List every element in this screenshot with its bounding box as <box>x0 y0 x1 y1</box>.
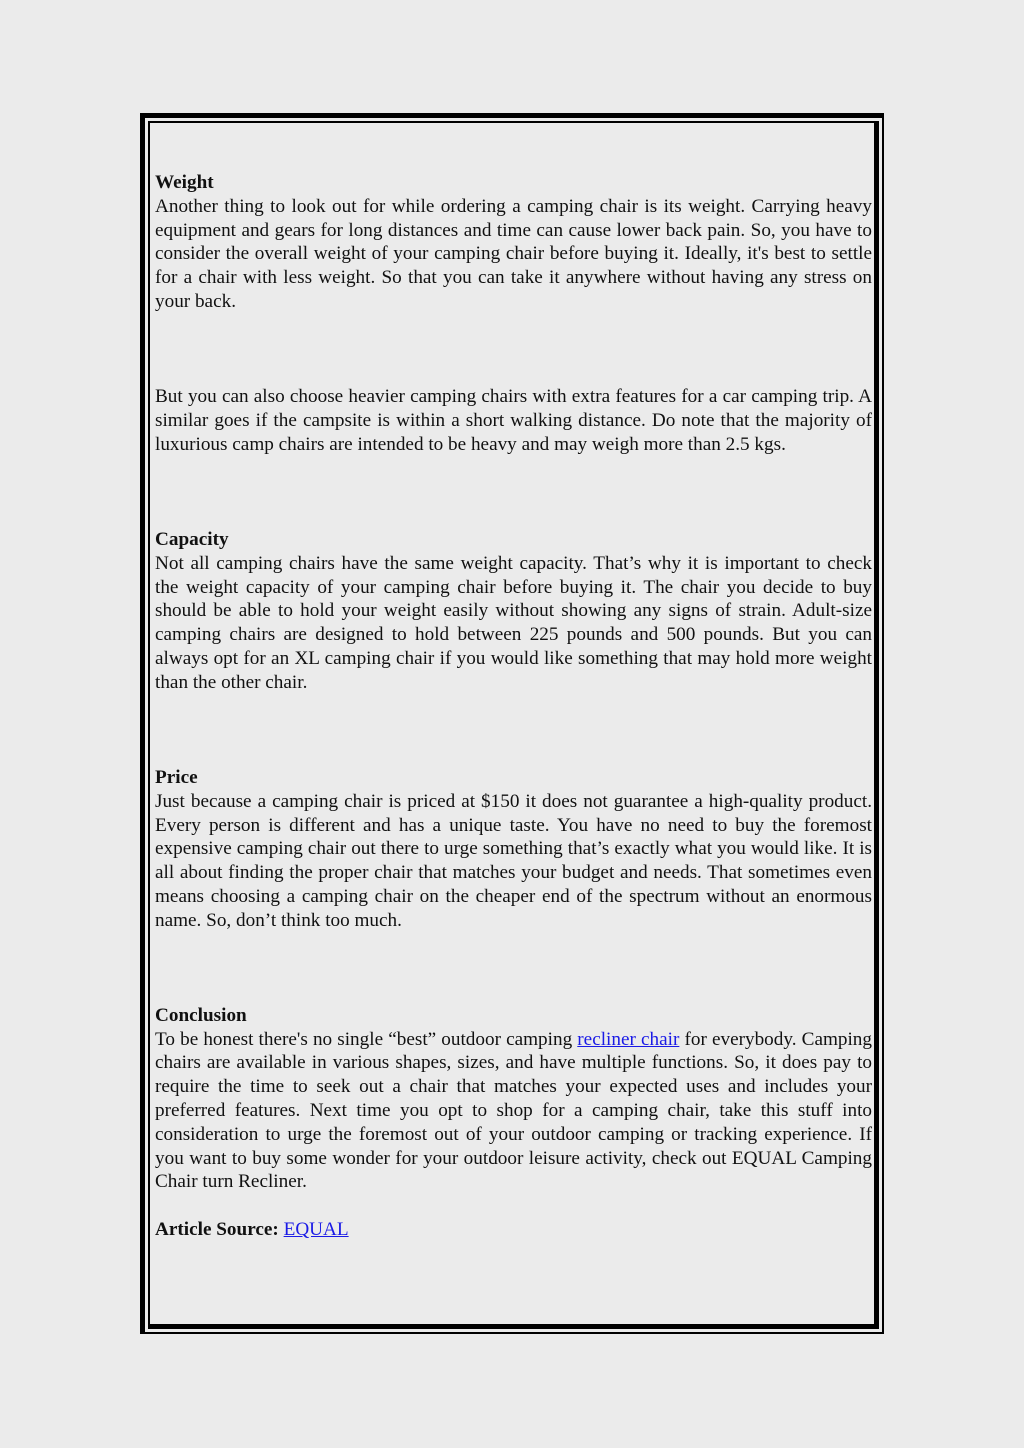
section-conclusion <box>155 1004 872 1194</box>
heading-weight: Weight <box>155 172 214 193</box>
spacer <box>155 457 872 528</box>
heading-price: Price <box>155 766 198 788</box>
paragraph-weight-1: Another thing to look out for while ordering a camping chair is its weight. Carrying heavy equipment and gears for long distances and time can cause lower back pain. So, you have to consider the overall weight of your camping chair before buying it. Ideally, it's best to settle for a chair with less weight. So that you can take it anywhere without having any stress on your back. <box>155 195 872 312</box>
conclusion-text-start: To be honest there's no single “best” outdoor camping <box>155 1028 578 1050</box>
recliner-chair-link[interactable]: recliner chair <box>577 1028 680 1050</box>
heading-capacity: Capacity <box>155 528 229 550</box>
conclusion-text-end: for everybody. Camping chairs are available in various shapes, sizes, and have multiple functions. So, it does pay to require the time to seek out a chair that matches your expected uses and includes your preferred features. Next time you opt to shop for a camping chair, take this stuff into consideration to urge the foremost out of your outdoor camping or tracking experience. If you want to buy some wonder for your outdoor leisure activity, check out EQUAL Camping Chair turn Recliner. <box>155 1028 872 1193</box>
section-capacity <box>155 528 872 695</box>
section-weight <box>155 171 872 457</box>
heading-conclusion: Conclusion <box>155 1004 247 1026</box>
spacer <box>155 933 872 1004</box>
paragraph-capacity: Not all camping chairs have the same weight capacity. That’s why it is important to check the weight capacity of your camping chair before buying it. The chair you decide to buy should be able to hold your weight easily without showing any signs of strain. Adult-size camping chairs are designed to hold between 225 pounds and 500 pounds. But you can always opt for an XL camping chair if you would like something that may hold more weight than the other chair. <box>155 552 872 693</box>
spacer <box>155 695 872 766</box>
article-source <box>155 1218 872 1242</box>
spacer <box>155 314 872 385</box>
spacer <box>155 1194 872 1218</box>
paragraph-price: Just because a camping chair is priced at $150 it does not guarantee a high-quality product. Every person is different and has a unique taste. You have no need to buy the foremost expensive camping chair out there to urge something that’s exactly what you would like. It is all about finding the proper chair that matches your budget and needs. That sometimes even means choosing a camping chair on the cheaper end of the spectrum without an enormous name. So, don’t think too much. <box>155 790 872 931</box>
article-body <box>155 171 872 1242</box>
paragraph-weight-2: But you can also choose heavier camping chairs with extra features for a car camping trip. A similar goes if the campsite is within a short walking distance. Do note that the majority of luxurious camp chairs are intended to be heavy and may weigh more than 2.5 kgs. <box>155 386 872 455</box>
paragraph-conclusion <box>155 1028 872 1195</box>
article-source-link[interactable]: EQUAL <box>283 1219 349 1241</box>
section-price <box>155 766 872 933</box>
article-source-label: Article Source: <box>155 1219 279 1241</box>
